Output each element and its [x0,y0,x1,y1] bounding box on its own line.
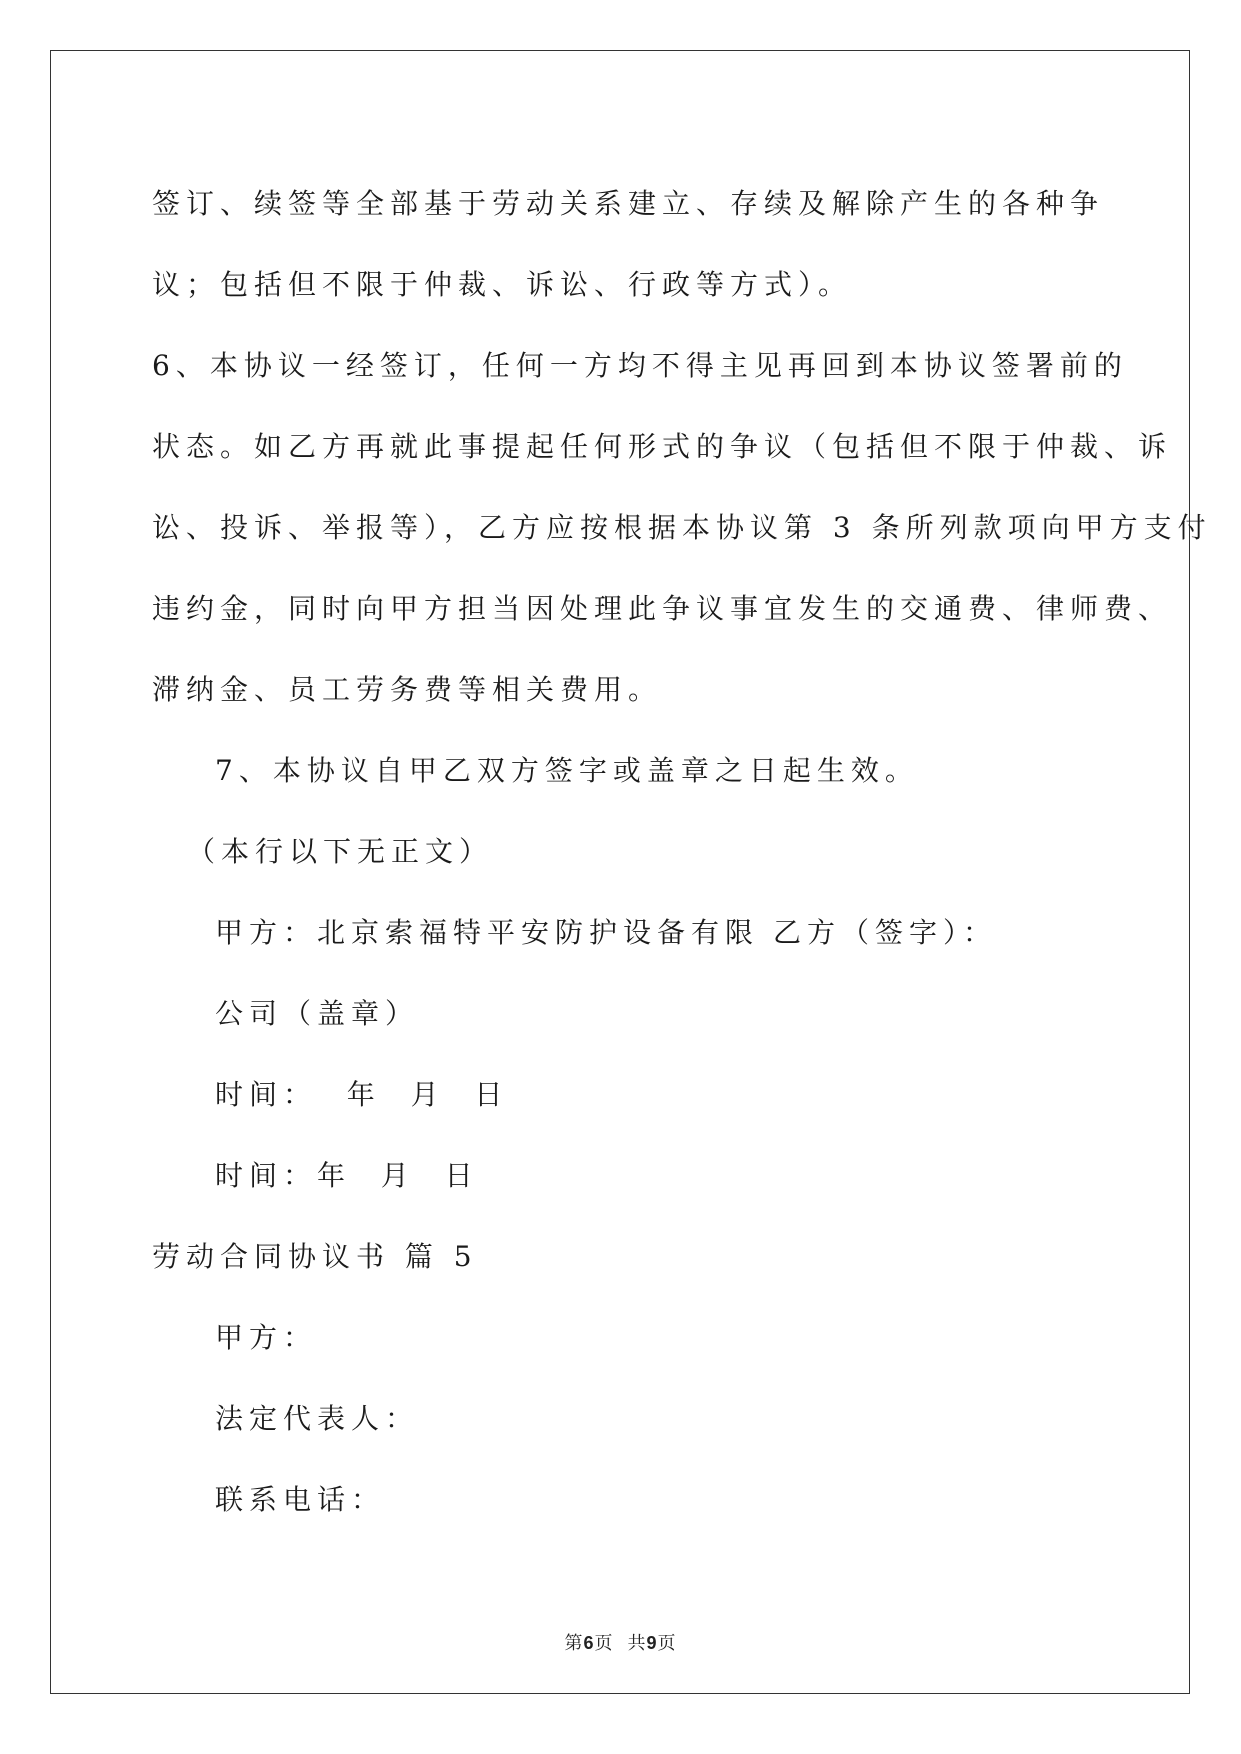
company-seal-line: 公司（盖章） [215,997,420,1030]
no-text-note: （本行以下无正文） [187,835,494,868]
page-footer [0,1629,1241,1655]
date-line: 时间：年 月 日 [215,1159,479,1192]
footer-text: 页 [594,1633,614,1654]
party-a-signature: 甲方：北京索福特平安防护设备有限 [215,916,760,949]
paragraph-line: 滞纳金、员工劳务费等相关费用。 [152,673,663,706]
form-field-label: 联系电话： [215,1483,386,1516]
paragraph-line: 签订、续签等全部基于劳动关系建立、存续及解除产生的各种争 [152,187,1105,220]
paragraph-line: 违约金，同时向甲方担当因处理此争议事宜发生的交通费、律师费、 [152,592,1173,625]
paragraph-line: 讼、投诉、举报等），乙方应按根据本协议第 3 条所列款项向甲方支付 [152,511,1212,544]
footer-text: 共 [627,1633,647,1654]
paragraph-line: 7、本协议自甲乙双方签字或盖章之日起生效。 [215,754,919,787]
signature-line [152,892,1087,973]
section-heading: 劳动合同协议书 篇 5 [152,1240,478,1273]
form-field-label: 法定代表人： [215,1402,420,1435]
paragraph-line: 状态。如乙方再就此事提起任何形式的争议（包括但不限于仲裁、诉 [152,430,1173,463]
footer-text: 页 [657,1633,677,1654]
footer-text: 第 [564,1633,584,1654]
date-line: 时间： 年 月 日 [215,1078,509,1111]
paragraph-line: 6、本协议一经签订，任何一方均不得主见再回到本协议签署前的 [152,349,1128,382]
party-b-signature: 乙方（签字）： [773,916,998,949]
paragraph-line: 议；包括但不限于仲裁、诉讼、行政等方式）。 [152,268,853,301]
form-field-label: 甲方： [215,1321,318,1354]
page-number: 6 [583,1633,595,1653]
document-body [152,163,1212,1540]
page-total: 9 [646,1633,658,1653]
